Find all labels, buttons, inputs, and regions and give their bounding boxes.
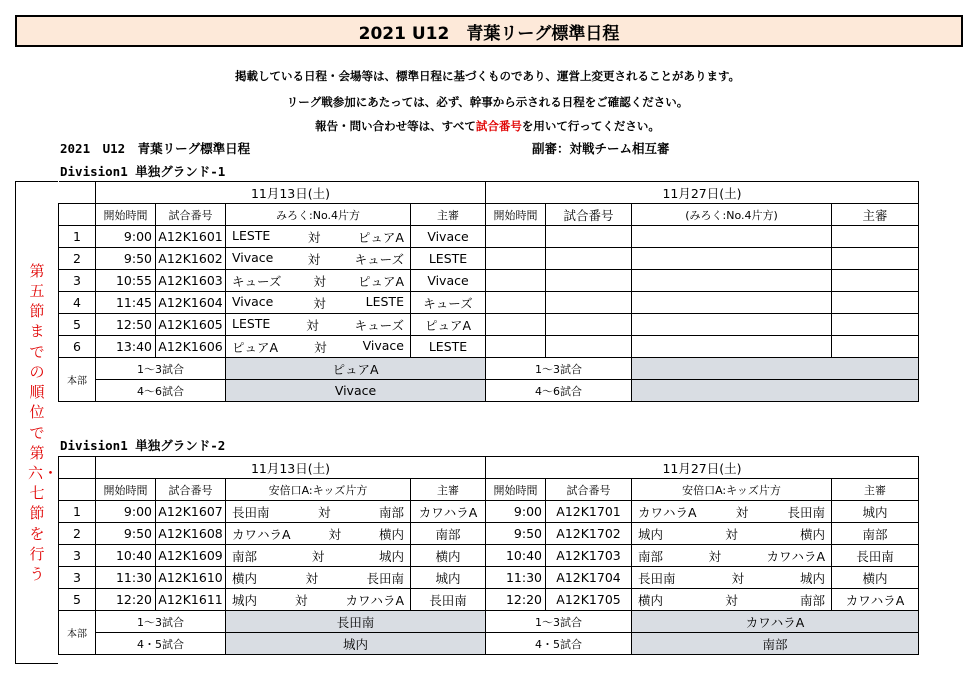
matchup-teams — [632, 569, 831, 587]
matchup-teams — [226, 228, 410, 246]
matchup-teams — [226, 503, 410, 521]
away-team: 城内 — [378, 548, 404, 564]
empty-cell — [632, 314, 832, 336]
d1-right-honbu-2-team — [632, 380, 919, 402]
referee: 長田南 — [411, 589, 486, 611]
vs-label: 対 — [305, 570, 318, 586]
matchup — [632, 523, 832, 545]
match-id: A12K1602 — [156, 248, 226, 270]
d1-left-date: 11月13日(土) — [96, 182, 486, 204]
table-row — [59, 314, 919, 336]
d2-honbu-label: 本部 — [59, 611, 96, 655]
start-time: 9:00 — [96, 226, 156, 248]
d1-left-honbu-2-label: 4～6試合 — [96, 380, 226, 402]
empty-cell — [486, 314, 546, 336]
matchup-teams — [226, 591, 410, 609]
empty-cell — [632, 248, 832, 270]
row-number: 6 — [59, 336, 96, 358]
start-time: 10:40 — [96, 545, 156, 567]
referee: LESTE — [411, 248, 486, 270]
d2-right-honbu-2-label: 4・5試合 — [486, 633, 632, 655]
referee: 城内 — [411, 567, 486, 589]
d2-left-honbu-1-team: 長田南 — [226, 611, 486, 633]
vs-label: 対 — [294, 592, 308, 608]
row-number: 5 — [59, 589, 96, 611]
d1-left-ref-header: 主審 — [411, 204, 486, 226]
referee: カワハラA — [411, 501, 486, 523]
d1-right-honbu-1-label: 1～3試合 — [486, 358, 632, 380]
division1-label: Division1 単独グランド-1 — [60, 164, 226, 179]
d2-right-venue: 安倍口A:キッズ片方 — [632, 479, 832, 501]
start-time: 10:55 — [96, 270, 156, 292]
match-id: A12K1610 — [156, 567, 226, 589]
row-number: 1 — [59, 226, 96, 248]
division1-table — [58, 181, 919, 402]
sidebar-note — [15, 181, 58, 664]
empty-cell — [546, 270, 632, 292]
match-id: A12K1606 — [156, 336, 226, 358]
match-id: A12K1605 — [156, 314, 226, 336]
vs-label: 対 — [313, 295, 326, 311]
home-team: ピュアA — [232, 339, 279, 355]
home-team: キューズ — [232, 273, 282, 289]
matchup — [226, 501, 411, 523]
matchup-teams — [632, 547, 831, 565]
away-team: LESTE — [365, 293, 404, 309]
away-team: カワハラA — [766, 548, 825, 564]
empty-cell — [832, 336, 919, 358]
start-time: 9:50 — [96, 248, 156, 270]
matchup-teams — [226, 525, 410, 543]
away-team: 長田南 — [787, 504, 825, 520]
home-team: カワハラA — [638, 504, 697, 520]
empty-cell — [486, 292, 546, 314]
matchup — [226, 292, 411, 314]
away-team: ピュアA — [357, 273, 404, 289]
d2-left-ref-header: 主審 — [411, 479, 486, 501]
home-team: カワハラA — [232, 526, 291, 542]
vs-label: 対 — [731, 570, 744, 586]
empty-cell — [486, 336, 546, 358]
match-id: A12K1609 — [156, 545, 226, 567]
home-team: Vivace — [232, 249, 274, 265]
referee: 南部 — [411, 523, 486, 545]
d1-honbu-label: 本部 — [59, 358, 96, 402]
empty-cell — [632, 226, 832, 248]
matchup-teams — [226, 547, 410, 565]
table-row — [59, 270, 919, 292]
d1-right-venue: (みろく:No.4片方) — [632, 204, 832, 226]
referee: Vivace — [411, 270, 486, 292]
empty-cell — [832, 226, 919, 248]
notice-line-3 — [0, 118, 975, 134]
d2-right-honbu-2-team: 南部 — [632, 633, 919, 655]
matchup-teams — [226, 569, 410, 587]
start-time: 9:50 — [486, 523, 546, 545]
away-team: キューズ — [354, 317, 404, 333]
match-id: A12K1703 — [546, 545, 632, 567]
table-row — [59, 248, 919, 270]
empty-cell — [546, 226, 632, 248]
vs-label: 対 — [307, 229, 321, 245]
vs-label: 対 — [314, 339, 327, 355]
vs-label: 対 — [328, 526, 342, 542]
d1-right-date: 11月27日(土) — [486, 182, 919, 204]
empty-cell — [546, 314, 632, 336]
home-team: Vivace — [232, 293, 274, 309]
matchup-teams — [226, 250, 410, 268]
d1-left-venue: みろく:No.4片方 — [226, 204, 411, 226]
table-row — [59, 523, 919, 545]
home-team: 城内 — [232, 592, 258, 608]
d1-right-ref-header: 主審 — [832, 204, 919, 226]
d1-left-honbu-2-team: Vivace — [226, 380, 486, 402]
division2-table — [58, 456, 919, 655]
referee: ピュアA — [411, 314, 486, 336]
matchup — [226, 589, 411, 611]
home-team: 城内 — [638, 526, 664, 542]
matchup — [226, 248, 411, 270]
row-number: 3 — [59, 545, 96, 567]
referee: キューズ — [411, 292, 486, 314]
table-row — [59, 292, 919, 314]
start-time: 9:00 — [96, 501, 156, 523]
away-team: ピュアA — [357, 229, 404, 245]
match-id: A12K1601 — [156, 226, 226, 248]
referee: 南部 — [832, 523, 919, 545]
match-id: A12K1701 — [546, 501, 632, 523]
d1-left-matchno-header: 試合番号 — [156, 204, 226, 226]
start-time: 11:30 — [96, 567, 156, 589]
vs-label: 対 — [735, 504, 749, 520]
d2-right-date: 11月27日(土) — [486, 457, 919, 479]
empty-cell — [632, 270, 832, 292]
d2-left-venue: 安倍口A:キッズ片方 — [226, 479, 411, 501]
notice-line-1: 掲載している日程・会場等は、標準日程に基づくものであり、運営上変更されることがあります。 — [234, 69, 741, 83]
match-id: A12K1607 — [156, 501, 226, 523]
home-team: 南部 — [232, 548, 258, 564]
matchup — [632, 545, 832, 567]
d2-left-honbu-2-label: 4・5試合 — [96, 633, 226, 655]
away-team: 城内 — [799, 570, 825, 586]
matchup-teams — [226, 316, 410, 334]
table-row — [59, 589, 919, 611]
matchup — [226, 545, 411, 567]
page-title: 2021 U12 青葉リーグ標準日程 — [15, 15, 963, 47]
home-team: 長田南 — [638, 570, 676, 586]
division2-label: Division1 単独グランド-2 — [60, 438, 226, 453]
d2-left-date: 11月13日(土) — [96, 457, 486, 479]
d2-right-start-header: 開始時間 — [486, 479, 546, 501]
home-team: 横内 — [232, 570, 258, 586]
matchup-teams — [226, 272, 410, 290]
home-team: 南部 — [638, 548, 664, 564]
match-id: A12K1608 — [156, 523, 226, 545]
away-team: キューズ — [354, 251, 404, 267]
matchup — [226, 567, 411, 589]
row-number: 5 — [59, 314, 96, 336]
start-time: 12:20 — [486, 589, 546, 611]
d1-right-honbu-2-label: 4～6試合 — [486, 380, 632, 402]
matchup — [632, 567, 832, 589]
matchup-teams — [632, 591, 831, 609]
notice-line-3-pre: 報告・問い合わせ等は、すべて — [315, 119, 476, 133]
match-id: A12K1603 — [156, 270, 226, 292]
match-id: A12K1611 — [156, 589, 226, 611]
start-time: 11:45 — [96, 292, 156, 314]
empty-cell — [546, 292, 632, 314]
away-team: 横内 — [378, 526, 404, 542]
d2-right-matchno-header: 試合番号 — [546, 479, 632, 501]
away-team: 南部 — [378, 504, 404, 520]
empty-cell — [832, 314, 919, 336]
match-id: A12K1702 — [546, 523, 632, 545]
table-row — [59, 501, 919, 523]
vs-label: 対 — [725, 526, 738, 542]
matchup-teams — [226, 338, 410, 356]
vs-label: 対 — [307, 251, 321, 267]
vs-label: 対 — [317, 504, 331, 520]
referee: 長田南 — [832, 545, 919, 567]
d2-left-honbu-1-label: 1～3試合 — [96, 611, 226, 633]
d1-left-honbu-1-label: 1～3試合 — [96, 358, 226, 380]
d1-left-honbu-1-team: ピュアA — [226, 358, 486, 380]
match-id: A12K1604 — [156, 292, 226, 314]
vs-label: 対 — [708, 548, 721, 564]
subtitle-right: 副審：対戦チーム相互審 — [532, 141, 670, 156]
referee: 横内 — [411, 545, 486, 567]
vs-label: 対 — [311, 548, 325, 564]
start-time: 13:40 — [96, 336, 156, 358]
row-number: 2 — [59, 523, 96, 545]
matchup-teams — [226, 294, 410, 312]
sidebar-note-text: 第五節までの順位で第六・七節を行う — [28, 261, 59, 583]
d1-right-start-header: 開始時間 — [486, 204, 546, 226]
start-time: 12:20 — [96, 589, 156, 611]
empty-cell — [486, 226, 546, 248]
empty-cell — [832, 270, 919, 292]
referee: Vivace — [411, 226, 486, 248]
row-number: 1 — [59, 501, 96, 523]
empty-cell — [486, 270, 546, 292]
empty-cell — [486, 248, 546, 270]
vs-label: 対 — [725, 592, 738, 608]
d2-right-ref-header: 主審 — [832, 479, 919, 501]
notice-line-2: リーグ戦参加にあたっては、必ず、幹事から示される日程をご確認ください。 — [286, 95, 689, 109]
matchup — [226, 336, 411, 358]
start-time: 11:30 — [486, 567, 546, 589]
row-number: 3 — [59, 567, 96, 589]
away-team: Vivace — [362, 337, 404, 353]
empty-cell — [632, 336, 832, 358]
start-time: 10:40 — [486, 545, 546, 567]
d2-right-honbu-1-team: カワハラA — [632, 611, 919, 633]
d2-left-start-header: 開始時間 — [96, 479, 156, 501]
vs-label: 対 — [313, 273, 326, 289]
notice-line-3-post: を用いて行ってください。 — [521, 119, 660, 133]
d2-right-honbu-1-label: 1～3試合 — [486, 611, 632, 633]
start-time: 12:50 — [96, 314, 156, 336]
away-team: 長田南 — [366, 570, 404, 586]
empty-cell — [832, 248, 919, 270]
referee: LESTE — [411, 336, 486, 358]
matchup — [226, 523, 411, 545]
row-number: 4 — [59, 292, 96, 314]
home-team: LESTE — [232, 227, 271, 243]
notice-line-3-highlight: 試合番号 — [475, 119, 522, 133]
referee: カワハラA — [832, 589, 919, 611]
away-team: カワハラA — [345, 592, 404, 608]
table-row — [59, 567, 919, 589]
d1-right-matchno-header: 試合番号 — [546, 204, 632, 226]
home-team: 長田南 — [232, 504, 270, 520]
vs-label: 対 — [306, 317, 319, 333]
empty-cell — [632, 292, 832, 314]
empty-cell — [832, 292, 919, 314]
d1-left-start-header: 開始時間 — [96, 204, 156, 226]
matchup — [632, 589, 832, 611]
matchup — [226, 314, 411, 336]
match-id: A12K1704 — [546, 567, 632, 589]
empty-cell — [546, 336, 632, 358]
empty-cell — [546, 248, 632, 270]
away-team: 南部 — [799, 592, 825, 608]
d2-left-matchno-header: 試合番号 — [156, 479, 226, 501]
matchup-teams — [632, 525, 831, 543]
matchup — [226, 226, 411, 248]
referee: 城内 — [832, 501, 919, 523]
d2-left-honbu-2-team: 城内 — [226, 633, 486, 655]
matchup-teams — [632, 503, 831, 521]
start-time: 9:50 — [96, 523, 156, 545]
matchup — [632, 501, 832, 523]
match-id: A12K1705 — [546, 589, 632, 611]
subtitle-left: 2021 U12 青葉リーグ標準日程 — [60, 141, 251, 156]
matchup — [226, 270, 411, 292]
home-team: 横内 — [638, 592, 664, 608]
table-row — [59, 545, 919, 567]
away-team: 横内 — [799, 526, 825, 542]
referee: 横内 — [832, 567, 919, 589]
d1-right-honbu-1-team — [632, 358, 919, 380]
home-team: LESTE — [232, 315, 271, 331]
start-time: 9:00 — [486, 501, 546, 523]
row-number: 2 — [59, 248, 96, 270]
table-row — [59, 226, 919, 248]
row-number: 3 — [59, 270, 96, 292]
table-row — [59, 336, 919, 358]
